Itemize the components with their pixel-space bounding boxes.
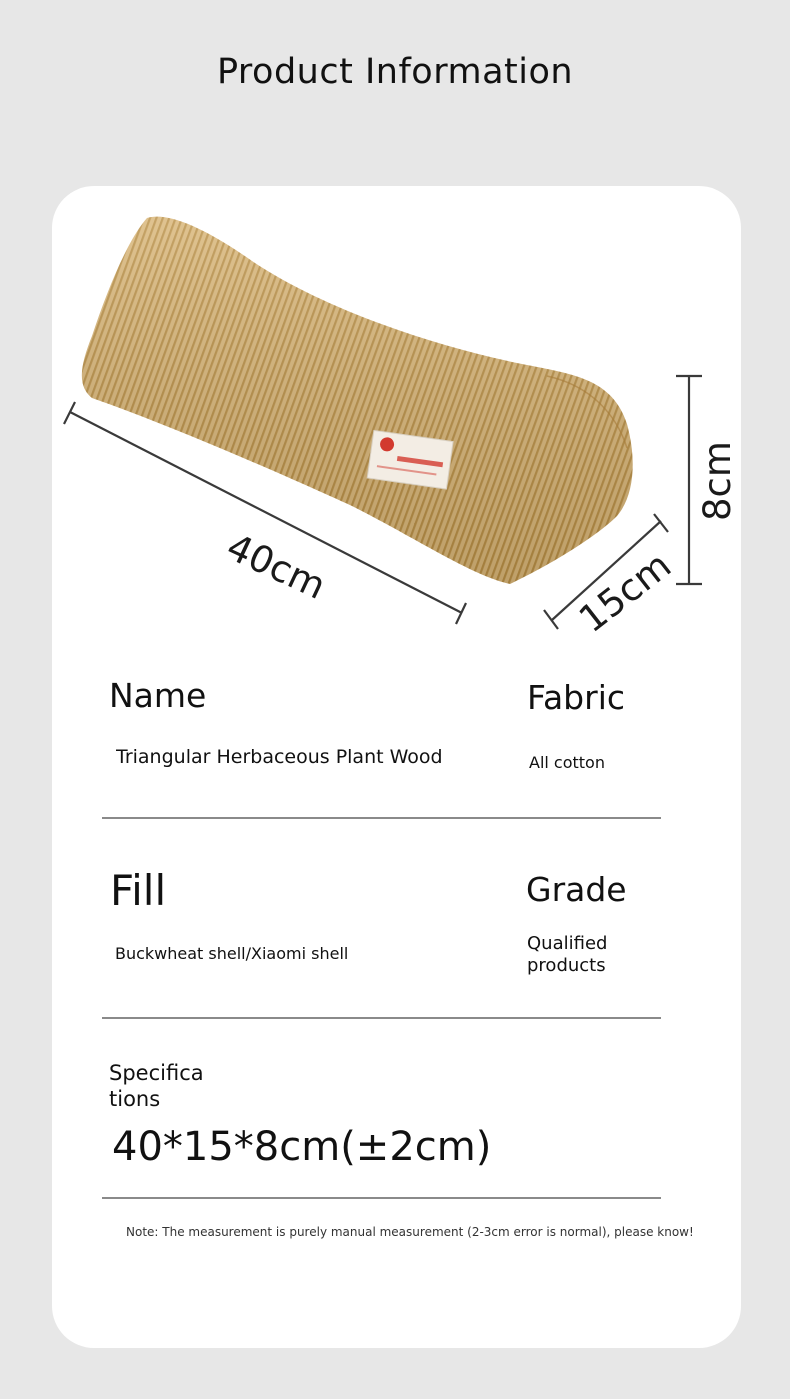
product-info-card: [52, 186, 741, 1348]
specifications-value: 40*15*8cm(±2cm): [112, 1124, 492, 1170]
fabric-label: Fabric: [527, 678, 626, 717]
width-label: 15cm: [571, 543, 680, 642]
pillow-illustration: [52, 186, 741, 656]
specifications-label-line2: tions: [109, 1087, 161, 1111]
grade-value-line2: products: [527, 955, 606, 976]
name-label: Name: [109, 676, 207, 715]
divider-2: [102, 1017, 661, 1019]
specifications-label: [109, 1060, 204, 1112]
grade-label: Grade: [526, 870, 627, 909]
pillow-shape: [82, 217, 633, 584]
name-value: Triangular Herbaceous Plant Wood: [116, 746, 443, 768]
divider-3: [102, 1197, 661, 1199]
height-label: 8cm: [696, 441, 739, 521]
grade-value-line1: Qualified: [527, 933, 608, 954]
measurement-note: Note: The measurement is purely manual measurement (2-3cm error is normal), please know!: [126, 1225, 694, 1239]
fabric-value: All cotton: [529, 753, 605, 772]
page-title: Product Information: [216, 52, 574, 92]
specifications-label-line1: Specifica: [109, 1061, 204, 1085]
grade-value: [527, 933, 607, 977]
fill-label: Fill: [110, 866, 167, 915]
length-label: 40cm: [220, 525, 333, 608]
divider-1: [102, 817, 661, 819]
fill-value: Buckwheat shell/Xiaomi shell: [115, 944, 349, 963]
